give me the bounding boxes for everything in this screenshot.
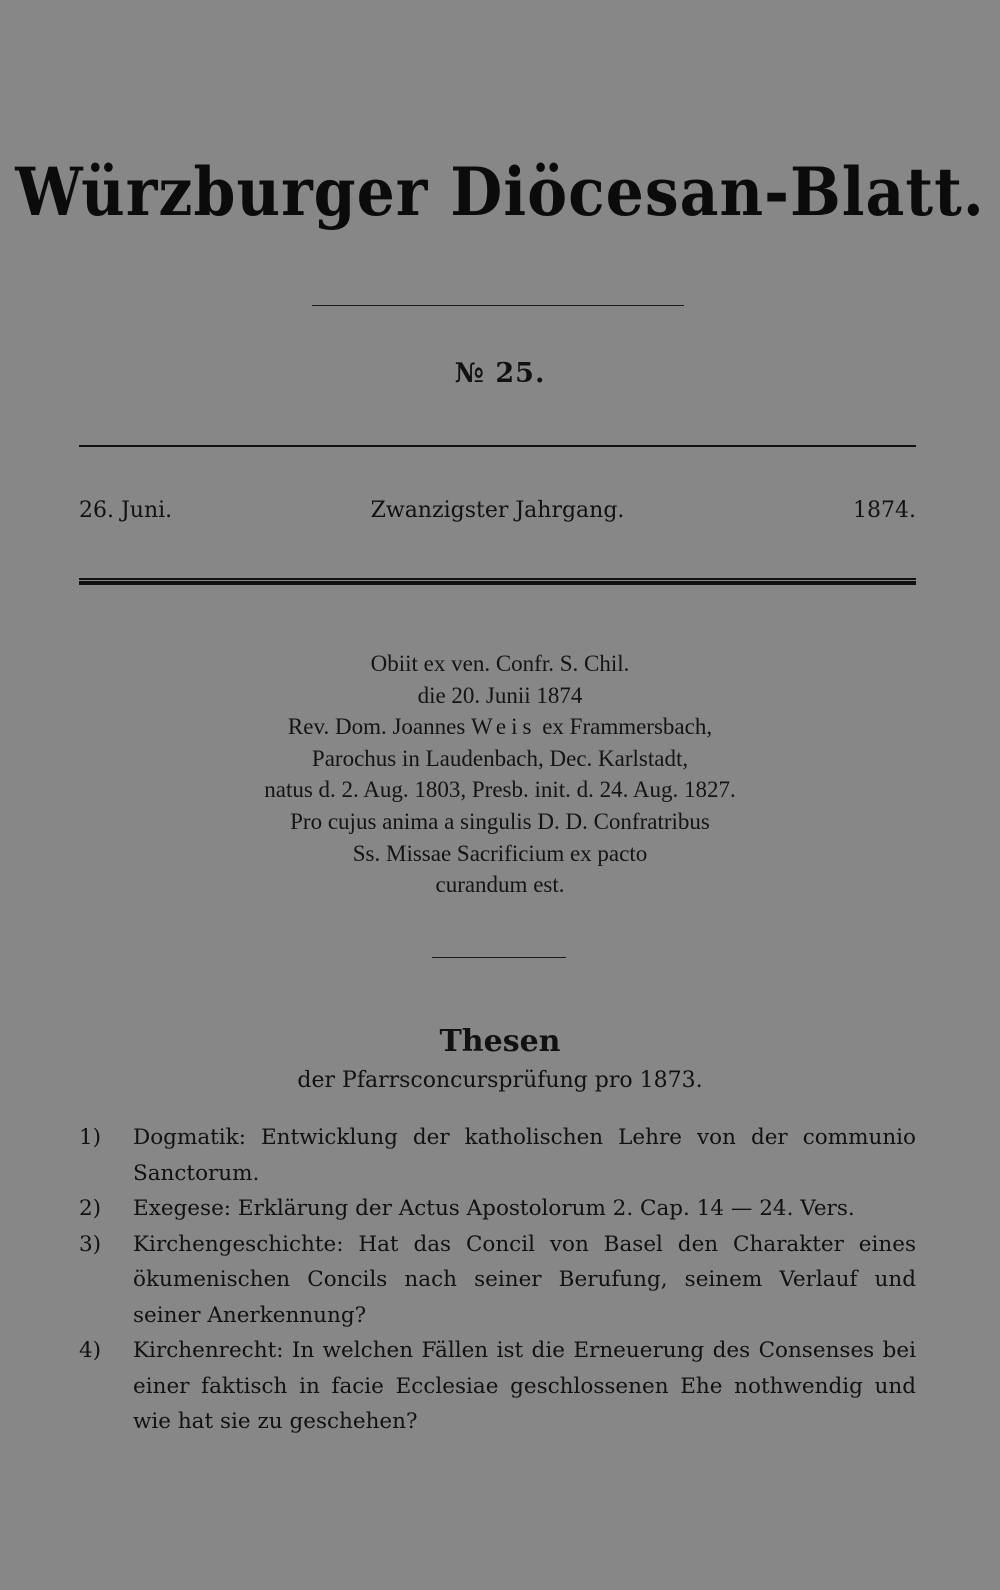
item-text: Erklärung der Actus Apostolorum 2. Cap. 14 — 24. Vers. bbox=[237, 1196, 855, 1221]
obituary-line: Obiit ex ven. Confr. S. Chil. bbox=[370, 651, 630, 676]
obituary-notice bbox=[0, 648, 1000, 901]
item-heading: Exegese: bbox=[133, 1196, 232, 1221]
obituary-line: Ss. Missae Sacrificium ex pacto bbox=[352, 840, 648, 866]
obituary-line: die 20. Junii 1874 bbox=[417, 682, 583, 708]
item-heading: Kirchenrecht: bbox=[133, 1338, 284, 1363]
theses-list bbox=[79, 1120, 916, 1440]
double-rule bbox=[79, 578, 916, 585]
dateline bbox=[79, 498, 916, 528]
divider-rule bbox=[312, 305, 684, 306]
issue-year: 1874. bbox=[853, 498, 916, 523]
obituary-line: curandum est. bbox=[435, 872, 565, 898]
divider-rule bbox=[79, 445, 916, 447]
item-heading: Dogmatik: bbox=[133, 1125, 246, 1150]
list-item bbox=[79, 1191, 916, 1227]
deceased-name: Weis bbox=[471, 714, 537, 740]
obituary-line: Parochus in Laudenbach, Dec. Karlstadt, bbox=[311, 745, 689, 771]
issue-date: 26. Juni. bbox=[79, 498, 173, 523]
obituary-text: ex Frammersbach, bbox=[542, 714, 713, 740]
obituary-text: Rev. Dom. Joannes bbox=[287, 714, 466, 740]
list-item bbox=[79, 1120, 916, 1191]
list-item bbox=[79, 1333, 916, 1440]
obituary-line: Pro cujus anima a singulis D. D. Confratribus bbox=[290, 808, 710, 834]
item-text: In welchen Fällen ist die Erneuerung des Consenses bei einer faktisch in facie Ecclesiae geschlossenen Ehe nothwendig und wie hat sie zu geschehen? bbox=[133, 1338, 916, 1434]
item-text: Hat das Concil von Basel den Charakter eines ökumenischen Concils nach seiner Berufung, seinem Verlauf und seiner Anerkennung? bbox=[133, 1231, 916, 1328]
item-number: 1) bbox=[79, 1125, 102, 1150]
obituary-line bbox=[0, 711, 1000, 743]
item-heading: Kirchengeschichte: bbox=[133, 1231, 344, 1257]
issue-number: № 25. bbox=[454, 358, 546, 389]
divider-rule bbox=[432, 957, 566, 958]
list-item bbox=[79, 1227, 916, 1334]
volume-label: Zwanzigster Jahrgang. bbox=[370, 498, 625, 523]
theses-heading: Thesen bbox=[439, 1024, 561, 1059]
item-text: Entwicklung der katholischen Lehre von der communio Sanctorum. bbox=[133, 1125, 916, 1186]
theses-subheading: der Pfarrsconcursprüfung pro 1873. bbox=[297, 1068, 703, 1093]
item-number: 4) bbox=[79, 1338, 102, 1363]
item-number: 2) bbox=[79, 1196, 102, 1221]
masthead-title: Würzburger Diöcesan-Blatt. bbox=[15, 154, 985, 232]
item-number: 3) bbox=[79, 1231, 102, 1257]
obituary-line: natus d. 2. Aug. 1803, Presb. init. d. 24. Aug. 1827. bbox=[264, 777, 736, 803]
